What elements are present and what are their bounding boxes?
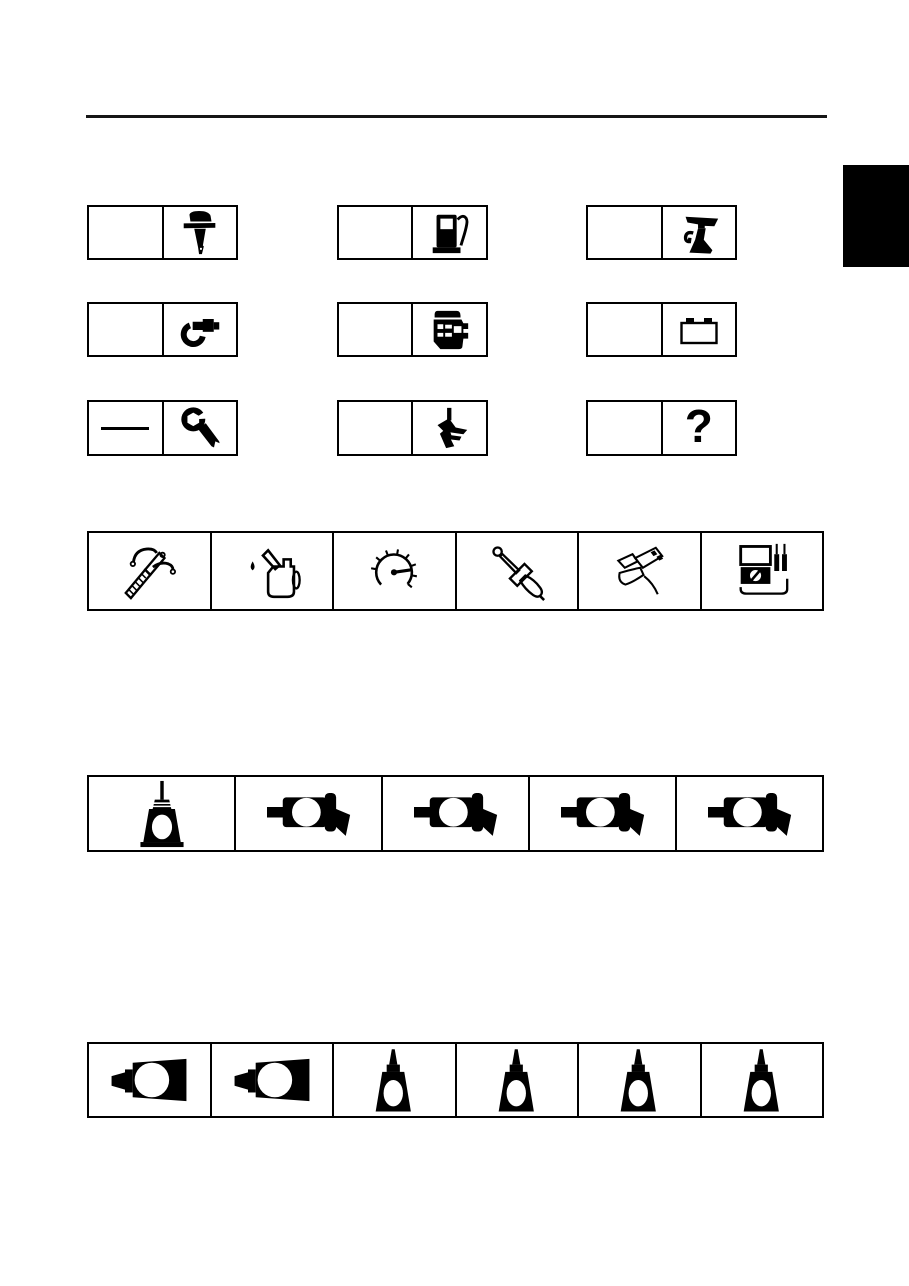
strip-cell <box>579 1044 702 1116</box>
adhesive-bottle-icon <box>373 1047 415 1113</box>
symbol-box-icon-cell <box>663 207 736 258</box>
symbol-box <box>87 400 238 456</box>
symbol-grid-row-1 <box>87 205 737 260</box>
bracket-unit-icon <box>426 405 472 451</box>
strip-cell <box>334 533 457 609</box>
precision-oiler-icon <box>139 780 185 848</box>
strip-cell <box>383 777 530 850</box>
pressure-gauge-icon <box>363 540 425 602</box>
adhesive-bottle-icon <box>496 1047 538 1113</box>
symbol-box-left-cell <box>588 402 663 454</box>
strip-cell <box>579 533 702 609</box>
oil-can-icon <box>241 540 303 602</box>
lubricant-strip <box>87 775 824 852</box>
symbol-box-left-cell <box>588 304 663 355</box>
symbol-box-icon-cell <box>164 207 237 258</box>
symbol-box-icon-cell <box>413 402 486 454</box>
strip-cell <box>702 1044 823 1116</box>
screwdriver-icon <box>486 540 548 602</box>
adhesive-bottle-icon <box>618 1047 660 1113</box>
symbol-box-icon-cell <box>164 304 237 355</box>
symbol-grid-row-2 <box>87 302 737 357</box>
lower-unit-icon <box>676 210 722 256</box>
sealant-tube-icon <box>232 1056 312 1104</box>
symbol-box <box>586 205 737 260</box>
strip-cell <box>236 777 383 850</box>
sealant-strip <box>87 1042 824 1118</box>
power-unit-icon <box>426 307 472 353</box>
symbol-box-left-cell <box>89 207 164 258</box>
symbol-box <box>87 205 238 260</box>
strip-cell <box>212 1044 335 1116</box>
question-mark-icon: ? <box>684 400 713 452</box>
chapter-tab <box>843 165 909 267</box>
strip-cell <box>89 533 212 609</box>
micrometer-icon <box>174 308 226 352</box>
symbol-box-icon-cell <box>663 304 736 355</box>
tool-strip <box>87 531 824 611</box>
flywheel-puller-tool-icon <box>118 540 180 602</box>
symbol-box-icon-cell <box>413 304 486 355</box>
symbol-box-left-cell <box>89 304 164 355</box>
strip-cell <box>334 1044 457 1116</box>
outboard-motor-icon <box>177 210 223 256</box>
symbol-box-left-cell <box>339 402 414 454</box>
header-rule <box>86 115 827 118</box>
strip-cell <box>457 533 580 609</box>
strip-cell <box>457 1044 580 1116</box>
vernier-calipers-icon <box>608 540 670 602</box>
symbol-box <box>337 400 488 456</box>
symbol-box <box>87 302 238 357</box>
symbol-box-icon-cell <box>663 402 736 454</box>
strip-cell <box>212 533 335 609</box>
symbol-box <box>337 205 488 260</box>
fuel-pump-icon <box>426 210 472 256</box>
strip-cell <box>677 777 822 850</box>
special-tool-wrench-icon <box>177 405 223 451</box>
symbol-grid-row-3 <box>87 400 737 456</box>
strip-cell <box>89 777 236 850</box>
symbol-box <box>586 302 737 357</box>
adhesive-bottle-icon <box>741 1047 783 1113</box>
symbol-box <box>586 400 737 456</box>
grease-gun-icon <box>561 790 645 838</box>
symbol-box-icon-cell <box>164 402 237 454</box>
symbol-box-icon-cell <box>413 207 486 258</box>
battery-icon <box>670 306 728 354</box>
symbol-box-left-cell <box>89 402 164 454</box>
sealant-tube-icon <box>109 1056 189 1104</box>
strip-cell <box>702 533 823 609</box>
grease-gun-icon <box>708 790 792 838</box>
symbol-box-left-cell <box>339 207 414 258</box>
strip-cell <box>530 777 677 850</box>
symbol-box-left-cell <box>588 207 663 258</box>
circuit-tester-icon <box>731 540 793 602</box>
grease-gun-icon <box>414 790 498 838</box>
symbol-box-left-cell <box>339 304 414 355</box>
grease-gun-icon <box>267 790 351 838</box>
strip-cell <box>89 1044 212 1116</box>
dash-mark <box>101 427 149 430</box>
symbol-box <box>337 302 488 357</box>
